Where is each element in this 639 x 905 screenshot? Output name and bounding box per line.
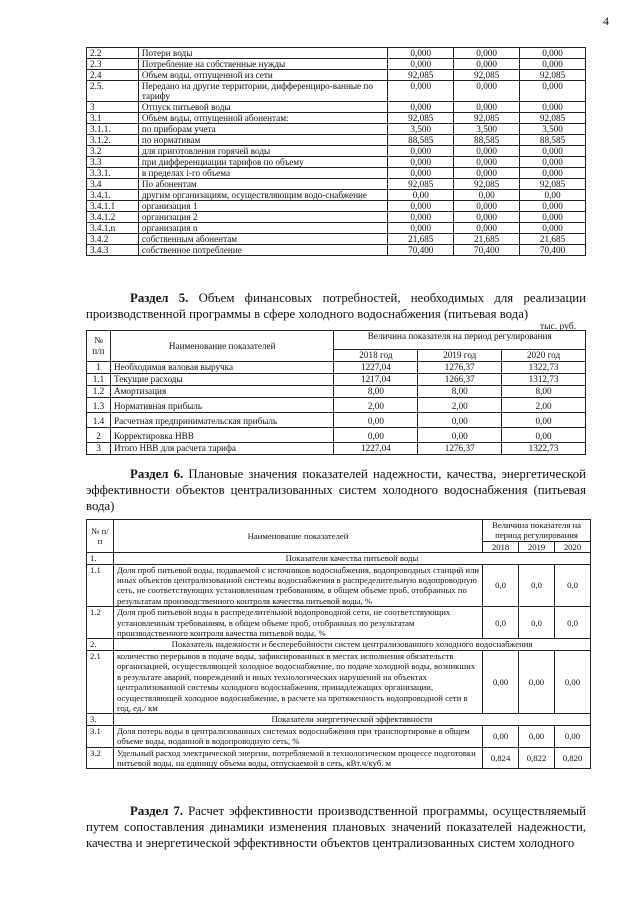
value-2018: 0,000	[388, 102, 454, 113]
value-2019: 0,00	[519, 650, 555, 713]
section-6-title: Раздел 6.	[130, 467, 184, 481]
row-number: 3.4.1.n	[87, 223, 139, 234]
value-2019: 92,085	[454, 179, 520, 190]
value-2019: 3,500	[454, 124, 520, 135]
unit-label: тыс. руб.	[540, 322, 576, 332]
section-7-title: Раздел 7.	[130, 804, 184, 818]
value-2018: 0,000	[388, 168, 454, 179]
value-2020: 0,000	[520, 212, 586, 223]
section-7-heading	[86, 803, 586, 851]
table-row	[87, 179, 586, 190]
table-row	[87, 70, 586, 81]
row-number: 3.4.2	[87, 234, 139, 245]
row-name: Объем воды, отпущенной абонентам:	[138, 113, 387, 124]
row-number: 3.2	[87, 146, 139, 157]
section-5-text: Объем финансовых потребностей, необходимых для реализации производственной программы в сфере холодного водоснабжения (питьевая вода)	[86, 291, 586, 321]
value-2020: 0,000	[520, 157, 586, 168]
value-2018: 0,00	[334, 428, 418, 443]
value-2018: 3,500	[388, 124, 454, 135]
value-2018: 0,0	[483, 564, 519, 607]
value-2018: 0,0	[483, 607, 519, 639]
header-year-1: 2018 год	[334, 350, 418, 362]
value-2019: 88,585	[454, 135, 520, 146]
section-5-title: Раздел 5.	[130, 291, 189, 305]
header-year-2: 2019 год	[418, 350, 502, 362]
value-2019: 0,000	[454, 157, 520, 168]
row-number: 2.5.	[87, 81, 139, 102]
row-name: Отпуск питьевой воды	[138, 102, 387, 113]
value-2020: 1322,73	[502, 443, 586, 455]
row-number: 3.4.1.2	[87, 212, 139, 223]
value-2018: 1227,04	[334, 443, 418, 455]
row-number: 3.3	[87, 157, 139, 168]
row-name: при дифференциации тарифов по объему	[138, 157, 387, 168]
row-number: 3.1	[87, 725, 114, 747]
value-2019: 2,00	[418, 398, 502, 413]
row-name: для приготовления горячей воды	[138, 146, 387, 157]
value-2020: 0,000	[520, 168, 586, 179]
value-2018: 0,000	[388, 157, 454, 168]
value-2018: 0,000	[388, 212, 454, 223]
header-year-3: 2020 год	[502, 350, 586, 362]
value-2019: 0,0	[519, 564, 555, 607]
value-2019: 0,00	[454, 190, 520, 201]
value-2020: 92,085	[520, 179, 586, 190]
row-number: 1.1	[87, 564, 114, 607]
value-2018: 92,085	[388, 113, 454, 124]
table-row	[87, 245, 586, 256]
group-header-row	[87, 553, 591, 564]
value-2018: 0,00	[483, 650, 519, 713]
table-row	[87, 374, 586, 386]
table-row	[87, 413, 586, 428]
table-row	[87, 428, 586, 443]
value-2019: 70,400	[454, 245, 520, 256]
value-2018: 0,000	[388, 81, 454, 102]
row-number: 1.2	[87, 386, 111, 398]
value-2020: 2,00	[502, 398, 586, 413]
water-balance-table	[86, 47, 586, 256]
value-2018: 0,000	[388, 146, 454, 157]
group-title: Показатель надежности и бесперебойности систем централизованного холодного водоснабжения	[113, 639, 590, 650]
table-row	[87, 747, 591, 769]
value-2020: 0,00	[555, 725, 591, 747]
table-row	[87, 59, 586, 70]
row-number: 2.3	[87, 59, 139, 70]
row-name: в пределах i-го объема	[138, 168, 387, 179]
header-year-2: 2019	[519, 541, 555, 552]
header-value: Величина показателя на период регулирования	[334, 331, 586, 350]
value-2020: 0,000	[520, 223, 586, 234]
value-2020: 0,000	[520, 102, 586, 113]
value-2019: 8,00	[418, 386, 502, 398]
value-2018: 2,00	[334, 398, 418, 413]
row-number: 3.4	[87, 179, 139, 190]
row-name: По абонентам	[138, 179, 387, 190]
indicators-table	[86, 519, 591, 769]
value-2020: 0,0	[555, 607, 591, 639]
header-value: Величина показателя на период регулирования	[483, 520, 591, 542]
value-2018: 0,00	[334, 413, 418, 428]
group-header-row	[87, 714, 591, 725]
value-2018: 92,085	[388, 179, 454, 190]
row-number: 3.4.1.	[87, 190, 139, 201]
value-2020: 0,00	[520, 190, 586, 201]
value-2019: 0,0	[519, 607, 555, 639]
row-name: Доля проб питьевой воды в распределительной водопроводной сети, не соответствующих установленным требованиям, в общем объеме проб, отобранных по результатам производственного контроля качества питьевой воды, %	[113, 607, 482, 639]
value-2020: 88,585	[520, 135, 586, 146]
table-row	[87, 190, 586, 201]
row-number: 3.3.1.	[87, 168, 139, 179]
section-5-heading	[86, 290, 586, 322]
value-2020: 1322,73	[502, 362, 586, 374]
value-2019: 0,000	[454, 201, 520, 212]
row-name: Расчетная предпринимательская прибыль	[110, 413, 334, 428]
table-row	[87, 725, 591, 747]
value-2020: 0,000	[520, 81, 586, 102]
value-2020: 0,00	[555, 650, 591, 713]
table-row	[87, 201, 586, 212]
value-2019: 0,000	[454, 81, 520, 102]
value-2020: 0,000	[520, 59, 586, 70]
value-2018: 0,824	[483, 747, 519, 769]
row-number: 2	[87, 428, 111, 443]
value-2020: 3,500	[520, 124, 586, 135]
value-2020: 0,000	[520, 48, 586, 59]
value-2018: 0,000	[388, 223, 454, 234]
section-7-text: Расчет эффективности производственной программы, осуществляемый путем сопоставления динамики изменения плановых значений показателей надежности, качества и энергетической эффективности объектов централизованных систем холодного	[86, 804, 586, 850]
table-row	[87, 398, 586, 413]
value-2019: 0,000	[454, 168, 520, 179]
value-2020: 70,400	[520, 245, 586, 256]
value-2019: 0,00	[418, 413, 502, 428]
value-2018: 1217,04	[334, 374, 418, 386]
header-year-3: 2020	[555, 541, 591, 552]
value-2019: 0,000	[454, 146, 520, 157]
table-row	[87, 102, 586, 113]
table-row	[87, 564, 591, 607]
value-2018: 0,00	[388, 190, 454, 201]
table-row	[87, 81, 586, 102]
row-number: 3.1.1.	[87, 124, 139, 135]
row-name: по нормативам	[138, 135, 387, 146]
value-2020: 0,000	[520, 201, 586, 212]
header-year-1: 2018	[483, 541, 519, 552]
group-number: 2.	[87, 639, 114, 650]
row-name: Амортизация	[110, 386, 334, 398]
table-row	[87, 157, 586, 168]
row-name: по приборам учета	[138, 124, 387, 135]
row-number: 3	[87, 102, 139, 113]
value-2019: 0,000	[454, 223, 520, 234]
row-number: 1.1	[87, 374, 111, 386]
value-2020: 0,0	[555, 564, 591, 607]
row-name: Доля проб питьевой воды, подаваемой с источников водоснабжения, водопроводных станций или иных объектов централизованной системы водоснабжения в распределительную водопроводную сеть, не соответствующих установленным требованиям, в общем объеме проб, отобранных по результатам производственного контроля качества питьевой воды, %	[113, 564, 482, 607]
row-name: собственное потребление	[138, 245, 387, 256]
value-2018: 21,685	[388, 234, 454, 245]
value-2019: 1276,37	[418, 443, 502, 455]
table-row	[87, 223, 586, 234]
table-row	[87, 168, 586, 179]
table-row	[87, 443, 586, 455]
row-number: 3.2	[87, 747, 114, 769]
value-2020: 0,00	[502, 413, 586, 428]
table-row	[87, 650, 591, 713]
value-2020: 21,685	[520, 234, 586, 245]
header-num: № п/п	[87, 331, 111, 362]
value-2019: 92,085	[454, 70, 520, 81]
row-number: 3.4.1.1	[87, 201, 139, 212]
row-number: 2.4	[87, 70, 139, 81]
value-2020: 1312,73	[502, 374, 586, 386]
row-name: количество перерывов в подаче воды, зафиксированных в местах исполнения обязательств организацией, осуществляющей холодное водоснабжение, по подаче холодной воды, возникших в результате аварий, повреждений и иных технологических нарушений на объектах централизованной системы холодного водоснабжения, принадлежащих организации, осуществляющей холодное водоснабжение, в расчете на протяженность водопроводной сети в год, ед./ км	[113, 650, 482, 713]
value-2020: 92,085	[520, 113, 586, 124]
row-number: 1.3	[87, 398, 111, 413]
value-2019: 0,00	[519, 725, 555, 747]
value-2019: 0,00	[418, 428, 502, 443]
value-2020: 8,00	[502, 386, 586, 398]
header-num: № п/п	[87, 520, 114, 553]
group-header-row	[87, 639, 591, 650]
row-number: 3.1	[87, 113, 139, 124]
row-number: 3	[87, 443, 111, 455]
header-name: Наименование показателей	[110, 331, 334, 362]
row-number: 1.4	[87, 413, 111, 428]
financial-needs-table	[86, 330, 586, 455]
value-2018: 0,000	[388, 201, 454, 212]
row-name: Текущие расходы	[110, 374, 334, 386]
row-name: организация n	[138, 223, 387, 234]
row-name: другим организациям, осуществляющим водо-снабжение	[138, 190, 387, 201]
section-6-heading	[86, 466, 586, 514]
value-2020: 92,085	[520, 70, 586, 81]
row-number: 1.2	[87, 607, 114, 639]
row-name: Удельный расход электрической энергии, потребляемой в технологическом процессе подготовки питьевой воды, на единицу объема воды, отпускаемой в сеть, кВт.ч/куб. м	[113, 747, 482, 769]
header-name: Наименование показателей	[113, 520, 482, 553]
row-number: 2.2	[87, 48, 139, 59]
group-number: 1.	[87, 553, 114, 564]
table-row	[87, 362, 586, 374]
row-name: Передано на другие территории, дифференциро-ванные по тарифу	[138, 81, 387, 102]
row-name: Потери воды	[138, 48, 387, 59]
value-2019: 0,000	[454, 59, 520, 70]
value-2018: 8,00	[334, 386, 418, 398]
table-row	[87, 124, 586, 135]
row-name: Итого НВВ для расчета тарифа	[110, 443, 334, 455]
value-2020: 0,00	[502, 428, 586, 443]
value-2019: 1276,37	[418, 362, 502, 374]
value-2018: 88,585	[388, 135, 454, 146]
row-name: собственным абонентам	[138, 234, 387, 245]
group-title: Показатели качества питьевой воды	[113, 553, 590, 564]
value-2018: 1227,04	[334, 362, 418, 374]
row-name: Корректировка НВВ	[110, 428, 334, 443]
row-number: 2.1	[87, 650, 114, 713]
row-name: организация 2	[138, 212, 387, 223]
table-row	[87, 48, 586, 59]
value-2019: 0,000	[454, 48, 520, 59]
value-2020: 0,000	[520, 146, 586, 157]
value-2018: 0,000	[388, 48, 454, 59]
value-2018: 70,400	[388, 245, 454, 256]
value-2018: 0,00	[483, 725, 519, 747]
table-row	[87, 212, 586, 223]
row-number: 3.4.3	[87, 245, 139, 256]
group-number: 3.	[87, 714, 114, 725]
value-2019: 0,000	[454, 212, 520, 223]
row-name: Нормативная прибыль	[110, 398, 334, 413]
value-2019: 21,685	[454, 234, 520, 245]
value-2019: 0,822	[519, 747, 555, 769]
group-title: Показатели энергетической эффективности	[113, 714, 590, 725]
row-name: Объем воды, отпущенной из сети	[138, 70, 387, 81]
value-2020: 0,820	[555, 747, 591, 769]
table-row	[87, 386, 586, 398]
value-2019: 0,000	[454, 102, 520, 113]
table-row	[87, 607, 591, 639]
table-row	[87, 113, 586, 124]
row-name: Доля потерь воды в централизованных системах водоснабжения при транспортировке в общем объеме воды, поданной в водопроводную сеть, %	[113, 725, 482, 747]
table-row	[87, 146, 586, 157]
row-number: 3.1.2.	[87, 135, 139, 146]
value-2018: 92,085	[388, 70, 454, 81]
row-number: 1	[87, 362, 111, 374]
page-number: 4	[603, 14, 609, 28]
table-row	[87, 234, 586, 245]
row-name: Потребление на собственные нужды	[138, 59, 387, 70]
section-6-text: Плановые значения показателей надежности, качества, энергетической эффективности объектов централизованных систем холодного водоснабжения (питьевая вода)	[86, 467, 586, 513]
value-2019: 92,085	[454, 113, 520, 124]
row-name: Необходимая валовая выручка	[110, 362, 334, 374]
value-2018: 0,000	[388, 59, 454, 70]
value-2019: 1266,37	[418, 374, 502, 386]
row-name: организация 1	[138, 201, 387, 212]
table-row	[87, 135, 586, 146]
